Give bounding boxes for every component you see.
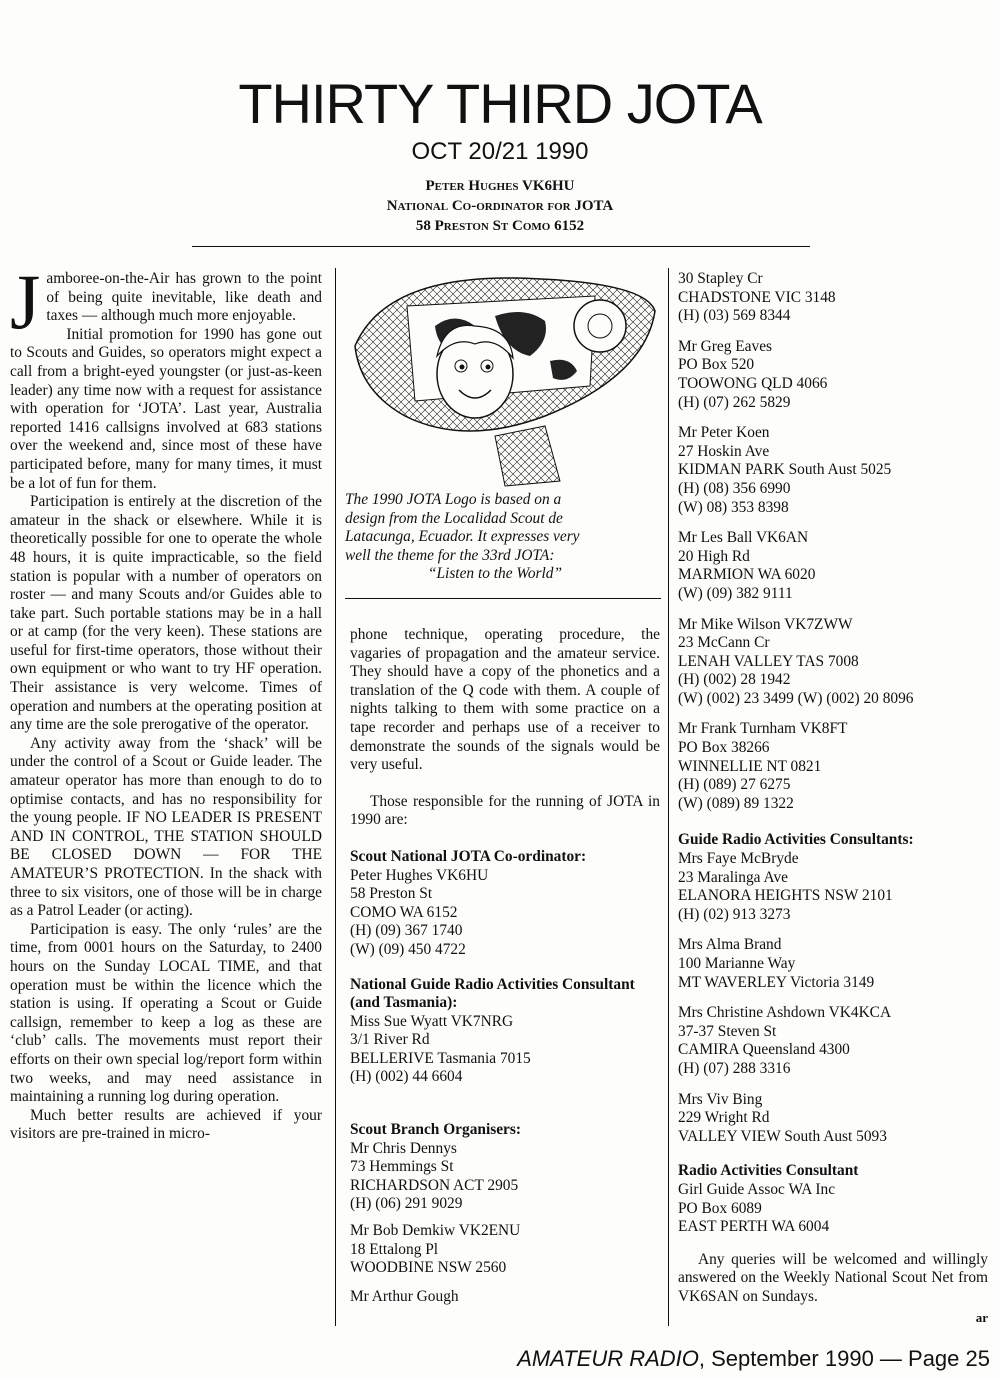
intro-paragraph: Jamboree-on-the-Air has grown to the point of being quite inevitable, like death and taxes — although much more enjoyable.	[10, 258, 322, 345]
address-entry: Mr Les Ball VK6AN 20 High Rd MARMION WA 6020 (W) (09) 382 9111	[678, 529, 816, 602]
address-entry: Mrs Alma Brand 100 Marianne Way MT WAVERLEY Victoria 3149	[678, 936, 875, 991]
section-heading: Radio Activities Consultant	[678, 1162, 859, 1180]
column-one	[10, 258, 322, 1144]
issue-page: , September 1990 — Page 25	[698, 1346, 990, 1371]
guide-consultant-block: National Guide Radio Activities Consultant (and Tasmania): Miss Sue Wyatt VK7NRG 3/1 River Rd BELLERIVE Tasmania 7015 (H) (002) 44 6604	[350, 976, 660, 1088]
logo-caption: The 1990 JOTA Logo is based on a design from the Localidad Scout de Latacunga, Ecuador. It expresses very well the theme for the 33rd JOTA: “Listen to the World”	[345, 491, 580, 583]
author-address: 58 Preston St Como 6152	[415, 218, 585, 234]
section-heading: Scout Branch Organisers:	[350, 1121, 522, 1139]
byline	[0, 176, 1000, 236]
article-date: OCT 20/21 1990	[411, 138, 589, 165]
address-entry: Mr Frank Turnham VK8FT PO Box 38266 WINNELLIE NT 0821 (H) (089) 27 6275 (W) (089) 89 1322	[678, 720, 848, 812]
address-entry: Mr Peter Koen 27 Hoskin Ave KIDMAN PARK South Aust 5025 (H) (08) 356 6990 (W) 08) 353 8398	[678, 424, 892, 516]
column-divider-left	[335, 268, 336, 1326]
body-paragraph: Those responsible for the running of JOTA in 1990 are:	[350, 792, 660, 829]
body-paragraph: Initial promotion for 1990 has gone out to Scouts and Guides, so operators might expect a call from a bright-eyed youngster (or just-as-keen leader) any time now with a request for assistance with operation for ‘JOTA’. Last year, Australia reported 1416 callsigns involved at 683 stations over the weekend and, since most of these have participated before, many for many times, it must be a lot of fun for them.	[10, 325, 322, 492]
body-paragraph: Participation is entirely at the discretion of the amateur in the shack or elsewhere. While it is theoretically possible for one to operate the whole 48 hours, it is quite impracticable, so the field station is popular with a number of operators on roster — and many Scouts and/or Guides able to take part. Such portable stations may be in a hall or at camp (for the very keen). These stations are useful for first-time operators, those without their own equipment or who want to try HF operation. Their assistance is very welcome. Times of operation and numbers at the operating position at any time are the sole prerogative of the operator.	[10, 493, 322, 734]
jota-logo-image	[345, 266, 663, 488]
caption-rule	[345, 598, 661, 599]
closing-paragraph: Any queries will be welcomed and willingly answered on the Weekly National Scout Net from VK6SAN on Sundays.	[678, 1250, 988, 1305]
address-entry: Mrs Viv Bing 229 Wright Rd VALLEY VIEW South Aust 5093	[678, 1090, 887, 1145]
page-footer	[470, 1346, 990, 1372]
body-paragraph: Participation is easy. The only ‘rules’ are the time, from 0001 hours on the Saturday, to 2400 hours on the Sunday LOCAL TIME, and that operation must be within the licence which the station is using. If operating a Scout or Guide callsign, remember to keep a log as these are ‘club’ calls. The movements must report their efforts on their own special log/report form within two weeks, and may need assistance in maintaining a running log during operation.	[10, 920, 322, 1106]
author-role: National Co-ordinator for JOTA	[386, 198, 614, 214]
address-entry: 30 Stapley Cr CHADSTONE VIC 3148 (H) (03) 569 8344	[678, 270, 836, 325]
header-rule	[192, 246, 810, 247]
address-entry: Mrs Christine Ashdown VK4KCA 37-37 Steven St CAMIRA Queensland 4300 (H) (07) 288 3316	[678, 1004, 892, 1077]
address-entry: Mr Mike Wilson VK7ZWW 23 McCann Cr LENAH VALLEY TAS 7008 (H) (002) 28 1942 (W) (002) 23 3499 (W) (002) 20 8096	[678, 615, 914, 707]
body-paragraph: Any activity away from the ‘shack’ will be under the control of a Scout or Guide leader. The amateur operator has more than enough to do to optimise contacts, and has no responsibility for the young people. IF NO LEADER IS PRESENT AND IN CONTROL, THE STATION SHOULD BE CLOSED DOWN — FOR THE AMATEUR’S PROTECTION. In the shack with three to six visitors, one of those will be in charge as a Patrol Leader (or acting).	[10, 734, 322, 920]
article-title: THIRTY THIRD JOTA	[238, 72, 762, 135]
column-two	[350, 626, 660, 1306]
radio-consultant-block: Radio Activities Consultant Girl Guide Assoc WA Inc PO Box 6089 EAST PERTH WA 6004	[678, 1162, 988, 1236]
branch-organisers-block: Scout Branch Organisers: Mr Chris Dennys 73 Hemmings St RICHARDSON ACT 2905 (H) (06) 291 9029 Mr Bob Demkiw VK2ENU 18 Ettalong Pl WOODBINE NSW 2560 Mr Arthur Gough	[350, 1121, 660, 1306]
column-divider-right	[668, 268, 669, 1326]
body-paragraph: phone technique, operating procedure, the vagaries of propagation and the amateur service. They should have a copy of the phonetics and a translation of the Q code with them. A couple of nights talking to them with some practice on a tape recorder and perhaps use of a receiver to demonstrate the sounds of the signals would be very useful.	[350, 626, 660, 774]
column-three	[678, 270, 988, 1327]
guide-consultants-block: Guide Radio Activities Consultants: Mrs Faye McBryde 23 Maralinga Ave ELANORA HEIGHTS NSW 2101 (H) (02) 913 3273	[678, 831, 988, 924]
address-entry: Mr Greg Eaves PO Box 520 TOOWONG QLD 4066 (H) (07) 262 5829	[678, 337, 828, 411]
magazine-name: AMATEUR RADIO	[517, 1346, 699, 1371]
scout-coordinator-block: Scout National JOTA Co-ordinator: Peter Hughes VK6HU 58 Preston St COMO WA 6152 (H) (09) 367 1740 (W) (09) 450 4722	[350, 848, 660, 960]
end-mark: ar	[975, 1309, 988, 1325]
section-heading: Scout National JOTA Co-ordinator:	[350, 847, 587, 865]
author-name: Peter Hughes VK6HU	[425, 178, 575, 194]
section-heading: National Guide Radio Activities Consultant (and Tasmania):	[350, 975, 635, 1012]
body-paragraph: Much better results are achieved if your visitors are pre-trained in micro-	[10, 1106, 322, 1143]
drop-cap: J	[10, 258, 41, 345]
section-heading: Guide Radio Activities Consultants:	[678, 831, 914, 849]
